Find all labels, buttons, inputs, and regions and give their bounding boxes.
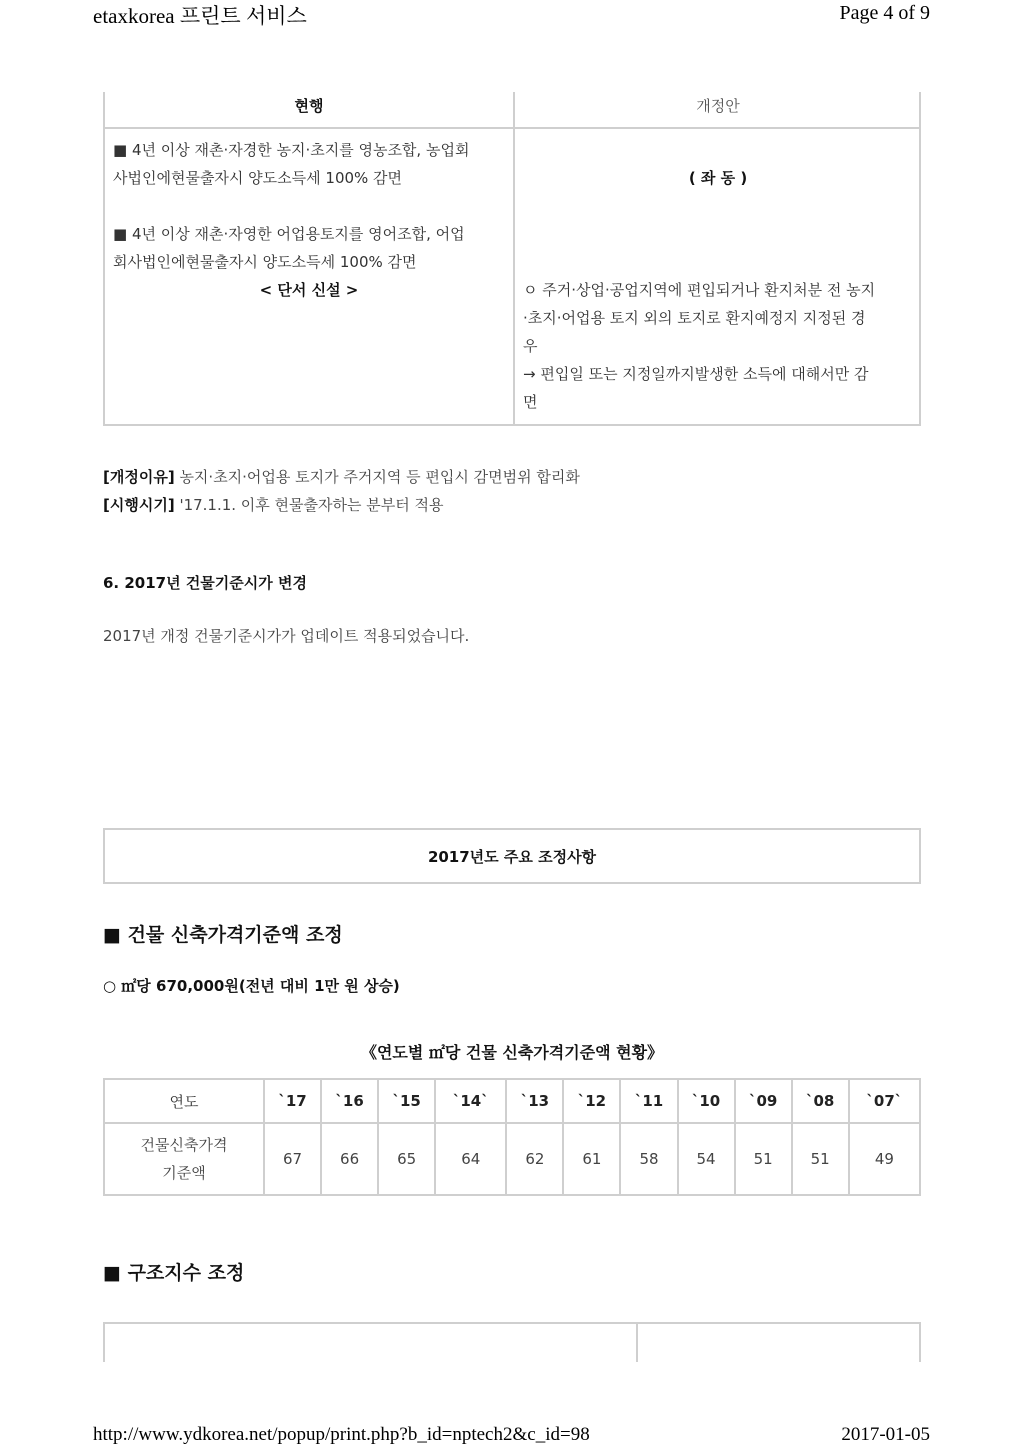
comparison-table [103, 92, 921, 426]
effective-date-label: [시행시기] [103, 496, 175, 514]
value-cell: 58 [620, 1123, 677, 1195]
section-6-title: 6. 2017년 건물기준시가 변경 [103, 574, 307, 592]
section-6-body: 2017년 개정 건물기준시가가 업데이트 적용되었습니다. [103, 627, 470, 645]
header-divider [105, 127, 919, 129]
value-cell: 49 [849, 1123, 920, 1195]
revised-item-2-line-2: ·초지·어업용 토지 외의 토지로 환지예정지 지정된 경 [523, 309, 866, 327]
current-item-1 [113, 136, 469, 192]
row-header-year: 연도 [104, 1079, 264, 1123]
year-cell: `11 [620, 1079, 677, 1123]
print-service-title: etaxkorea 프린트 서비스 [93, 4, 307, 28]
current-item-3: < 단서 신설 > [259, 281, 359, 299]
revision-reason [103, 466, 580, 487]
value-cell: 66 [321, 1123, 378, 1195]
current-item-1-line-1: ■ 4년 이상 재촌·자경한 농지·초지를 영농조합, 농업회 [113, 141, 470, 159]
value-cell: 62 [506, 1123, 563, 1195]
structure-table [103, 1322, 921, 1362]
page-indicator: Page 4 of 9 [839, 2, 930, 24]
year-cell: `09 [735, 1079, 792, 1123]
year-cell: `16 [321, 1079, 378, 1123]
value-cell: 61 [563, 1123, 620, 1195]
price-table-caption: 《연도별 ㎡당 건물 신축가격기준액 현황》 [360, 1043, 664, 1062]
current-item-2-line-2: 회사법인에현물출자시 양도소득세 100% 감면 [113, 253, 417, 271]
effective-date [103, 494, 444, 515]
page-url: http://www.ydkorea.net/popup/print.php?b_id=nptech2&c_id=98 [93, 1424, 590, 1445]
revision-reason-text: 농지·초지·어업용 토지가 주거지역 등 편입시 감면범위 합리화 [174, 468, 580, 486]
building-cost-subheading: ○ ㎡당 670,000원(전년 대비 1만 원 상승) [103, 977, 400, 995]
year-cell: `07` [849, 1079, 920, 1123]
year-cell: `14` [435, 1079, 506, 1123]
revised-item-3-line-2: 면 [523, 393, 538, 411]
value-cell: 54 [678, 1123, 735, 1195]
structure-heading: ■ 구조지수 조정 [103, 1262, 245, 1284]
revised-item-1: ( 좌 동 ) [688, 169, 748, 187]
column-divider [636, 1324, 638, 1362]
building-cost-heading: ■ 건물 신축가격기준액 조정 [103, 924, 343, 946]
revised-item-2-line-3: 우 [523, 337, 538, 355]
year-cell: `15 [378, 1079, 435, 1123]
row-header-cost-line-1: 건물신축가격 [140, 1136, 228, 1154]
year-cell: `17 [264, 1079, 321, 1123]
value-cell: 67 [264, 1123, 321, 1195]
revised-item-2 [523, 276, 875, 416]
column-header-revised: 개정안 [696, 97, 740, 115]
price-table [103, 1078, 921, 1196]
year-cell: `13 [506, 1079, 563, 1123]
year-cell: `10 [678, 1079, 735, 1123]
value-cell: 51 [792, 1123, 849, 1195]
value-cell: 65 [378, 1123, 435, 1195]
column-divider [513, 92, 515, 424]
revised-item-3-line-1: → 편입일 또는 지정일까지발생한 소득에 대해서만 감 [523, 365, 869, 383]
table-row [104, 1123, 920, 1195]
revision-reason-label: [개정이유] [103, 468, 175, 486]
summary-box: 2017년도 주요 조정사항 [103, 828, 921, 884]
table-row [104, 1079, 920, 1123]
print-date: 2017-01-05 [841, 1424, 930, 1445]
value-cell: 64 [435, 1123, 506, 1195]
current-item-2-line-1: ■ 4년 이상 재촌·자영한 어업용토지를 영어조합, 어업 [113, 225, 465, 243]
year-cell: `08 [792, 1079, 849, 1123]
row-header-cost-line-2: 기준액 [162, 1164, 206, 1182]
column-header-current: 현행 [294, 97, 324, 115]
year-cell: `12 [563, 1079, 620, 1123]
effective-date-text: '17.1.1. 이후 현물출자하는 분부터 적용 [174, 496, 444, 514]
current-item-2 [113, 220, 465, 276]
current-item-1-line-2: 사법인에현물출자시 양도소득세 100% 감면 [113, 169, 403, 187]
row-header-cost [104, 1123, 264, 1195]
revised-item-2-line-1: ㅇ 주거·상업·공업지역에 편입되거나 환지처분 전 농지 [523, 281, 876, 299]
value-cell: 51 [735, 1123, 792, 1195]
